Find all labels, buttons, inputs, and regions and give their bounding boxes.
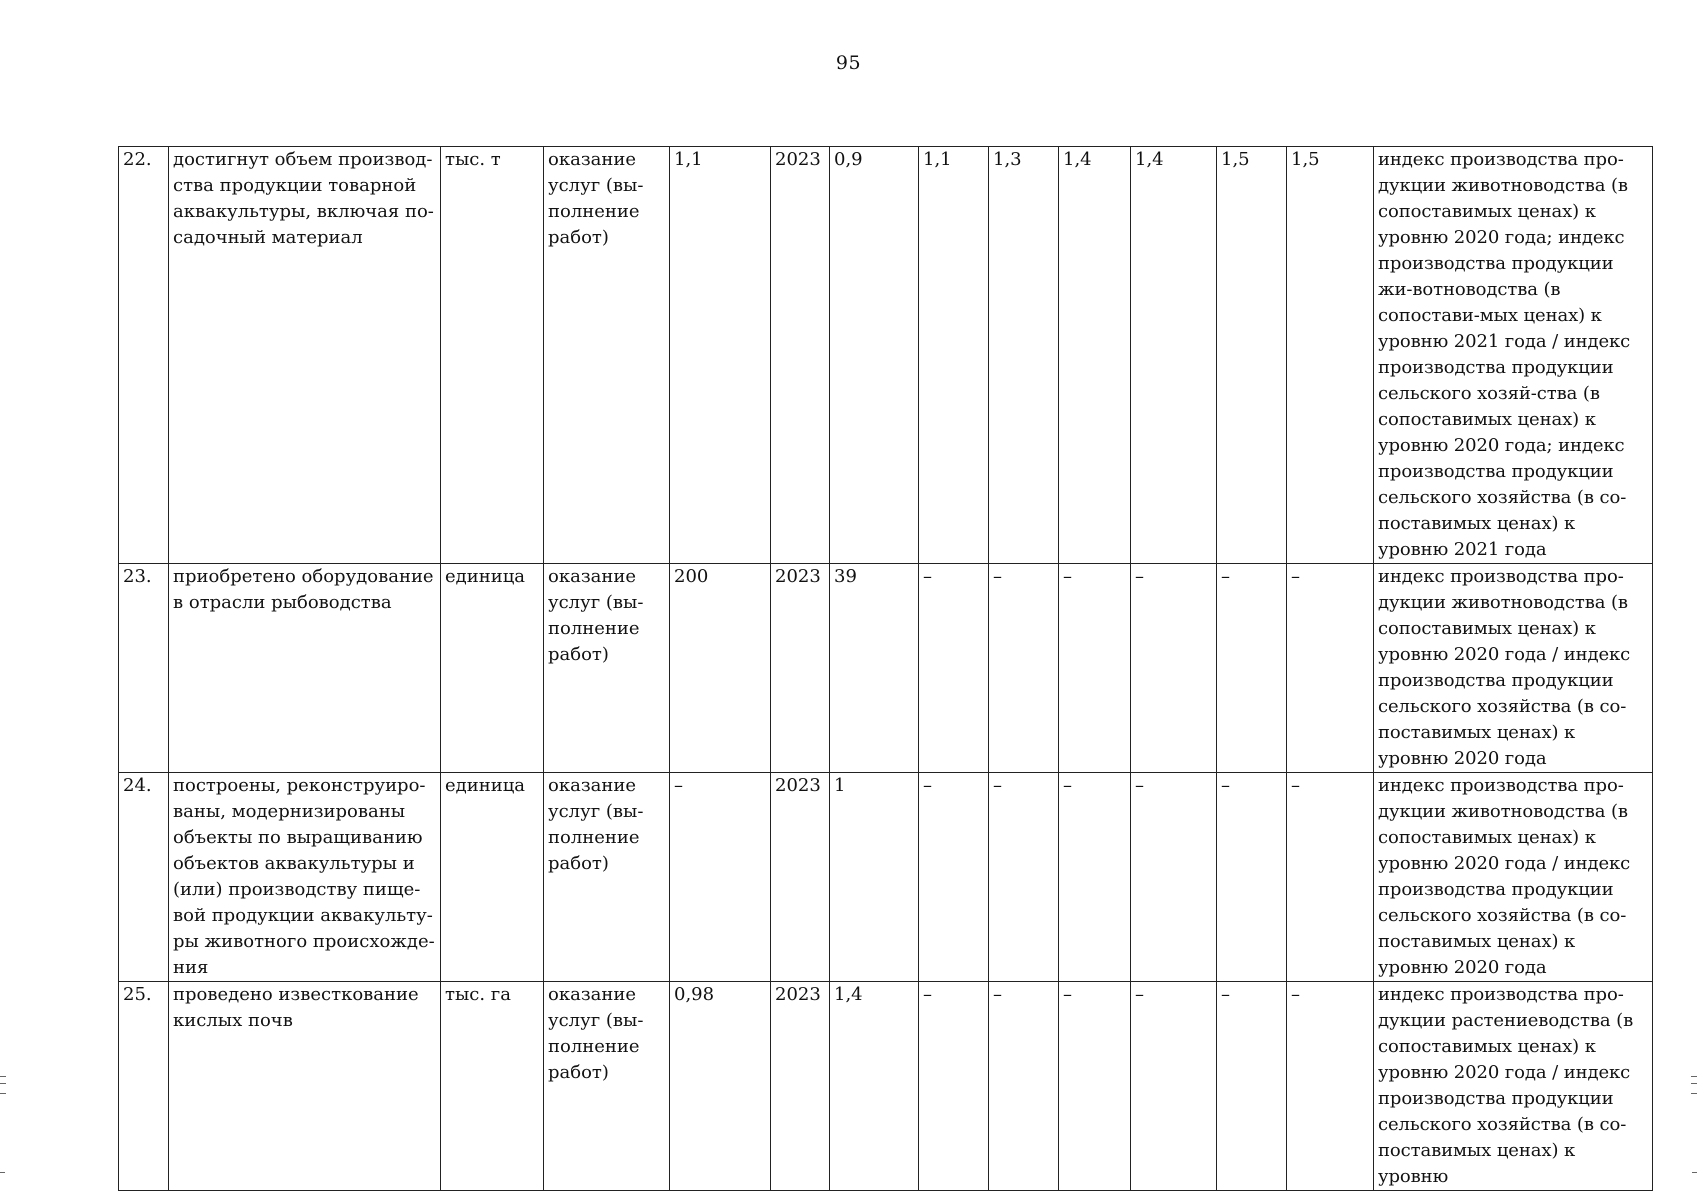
scan-corner-mark [1692, 1172, 1697, 1173]
value-cell: 1,5 [1287, 147, 1374, 564]
base-value-cell: 200 [670, 564, 771, 773]
unit-cell: единица [441, 773, 544, 982]
base-year-cell: 2023 [771, 564, 830, 773]
value-cell: 1,4 [1059, 147, 1131, 564]
value-cell: 1 [830, 773, 919, 982]
value-cell: 1,1 [919, 147, 989, 564]
value-cell: – [919, 773, 989, 982]
value-cell: – [1287, 773, 1374, 982]
value-cell: 1,3 [989, 147, 1059, 564]
row-number: 24. [119, 773, 169, 982]
row-number: 23. [119, 564, 169, 773]
row-number: 25. [119, 982, 169, 1191]
value-cell: – [1131, 564, 1217, 773]
value-cell: – [1287, 564, 1374, 773]
binding-edge-mark [1691, 1076, 1697, 1094]
value-cell: 1,5 [1217, 147, 1287, 564]
table-row [119, 147, 1653, 564]
indicator-name: построены, реконструиро-ваны, модернизированы объекты по выращиванию объектов аквакультуры и (или) производству пище-вой продукции аквакульту-ры животного происхожде-ния [169, 773, 441, 982]
base-year-cell: 2023 [771, 147, 830, 564]
table-row [119, 564, 1653, 773]
base-value-cell: – [670, 773, 771, 982]
page-number: 95 [835, 52, 862, 74]
table-row [119, 982, 1653, 1191]
value-cell: – [1059, 982, 1131, 1191]
value-cell: – [1287, 982, 1374, 1191]
value-cell: – [1217, 773, 1287, 982]
binding-edge-mark [0, 1076, 6, 1094]
value-cell: – [989, 773, 1059, 982]
value-cell: 1,4 [830, 982, 919, 1191]
sources-cell: индекс производства про-дукции животноводства (в сопоставимых ценах) к уровню 2020 года; индекс производства продукции жи-вотноводства (в сопостави-мых ценах) к уровню 2021 года / индекс производства продукции сельского хозяй-ства (в сопоставимых ценах) к уровню 2020 года; индекс производства продукции сельского хозяйства (в со-поставимых ценах) к уровню 2021 года [1374, 147, 1653, 564]
value-cell: – [1059, 564, 1131, 773]
value-cell: 39 [830, 564, 919, 773]
value-cell: – [1059, 773, 1131, 982]
value-cell: 1,4 [1131, 147, 1217, 564]
type-cell: оказание услуг (вы-полнение работ) [544, 982, 670, 1191]
value-cell: – [989, 982, 1059, 1191]
value-cell: – [1131, 982, 1217, 1191]
base-value-cell: 1,1 [670, 147, 771, 564]
sources-cell: индекс производства про-дукции животноводства (в сопоставимых ценах) к уровню 2020 года / индекс производства продукции сельского хозяйства (в со-поставимых ценах) к уровню 2020 года [1374, 564, 1653, 773]
unit-cell: тыс. га [441, 982, 544, 1191]
value-cell: – [1131, 773, 1217, 982]
sources-cell: индекс производства про-дукции животноводства (в сопоставимых ценах) к уровню 2020 года / индекс производства продукции сельского хозяйства (в со-поставимых ценах) к уровню 2020 года [1374, 773, 1653, 982]
type-cell: оказание услуг (вы-полнение работ) [544, 564, 670, 773]
indicator-name: проведено известкование кислых почв [169, 982, 441, 1191]
value-cell: – [989, 564, 1059, 773]
unit-cell: единица [441, 564, 544, 773]
base-value-cell: 0,98 [670, 982, 771, 1191]
indicator-name: приобретено оборудование в отрасли рыбоводства [169, 564, 441, 773]
value-cell: – [1217, 982, 1287, 1191]
scan-corner-mark [0, 1172, 5, 1173]
indicators-table [118, 146, 1653, 1191]
value-cell: – [919, 564, 989, 773]
value-cell: – [919, 982, 989, 1191]
base-year-cell: 2023 [771, 773, 830, 982]
sources-cell: индекс производства про-дукции растениеводства (в сопоставимых ценах) к уровню 2020 года / индекс производства продукции сельского хозяйства (в со-поставимых ценах) к уровню [1374, 982, 1653, 1191]
type-cell: оказание услуг (вы-полнение работ) [544, 773, 670, 982]
value-cell: 0,9 [830, 147, 919, 564]
value-cell: – [1217, 564, 1287, 773]
table-row [119, 773, 1653, 982]
type-cell: оказание услуг (вы-полнение работ) [544, 147, 670, 564]
base-year-cell: 2023 [771, 982, 830, 1191]
row-number: 22. [119, 147, 169, 564]
indicator-name: достигнут объем производ-ства продукции товарной аквакультуры, включая по-садочный материал [169, 147, 441, 564]
unit-cell: тыс. т [441, 147, 544, 564]
